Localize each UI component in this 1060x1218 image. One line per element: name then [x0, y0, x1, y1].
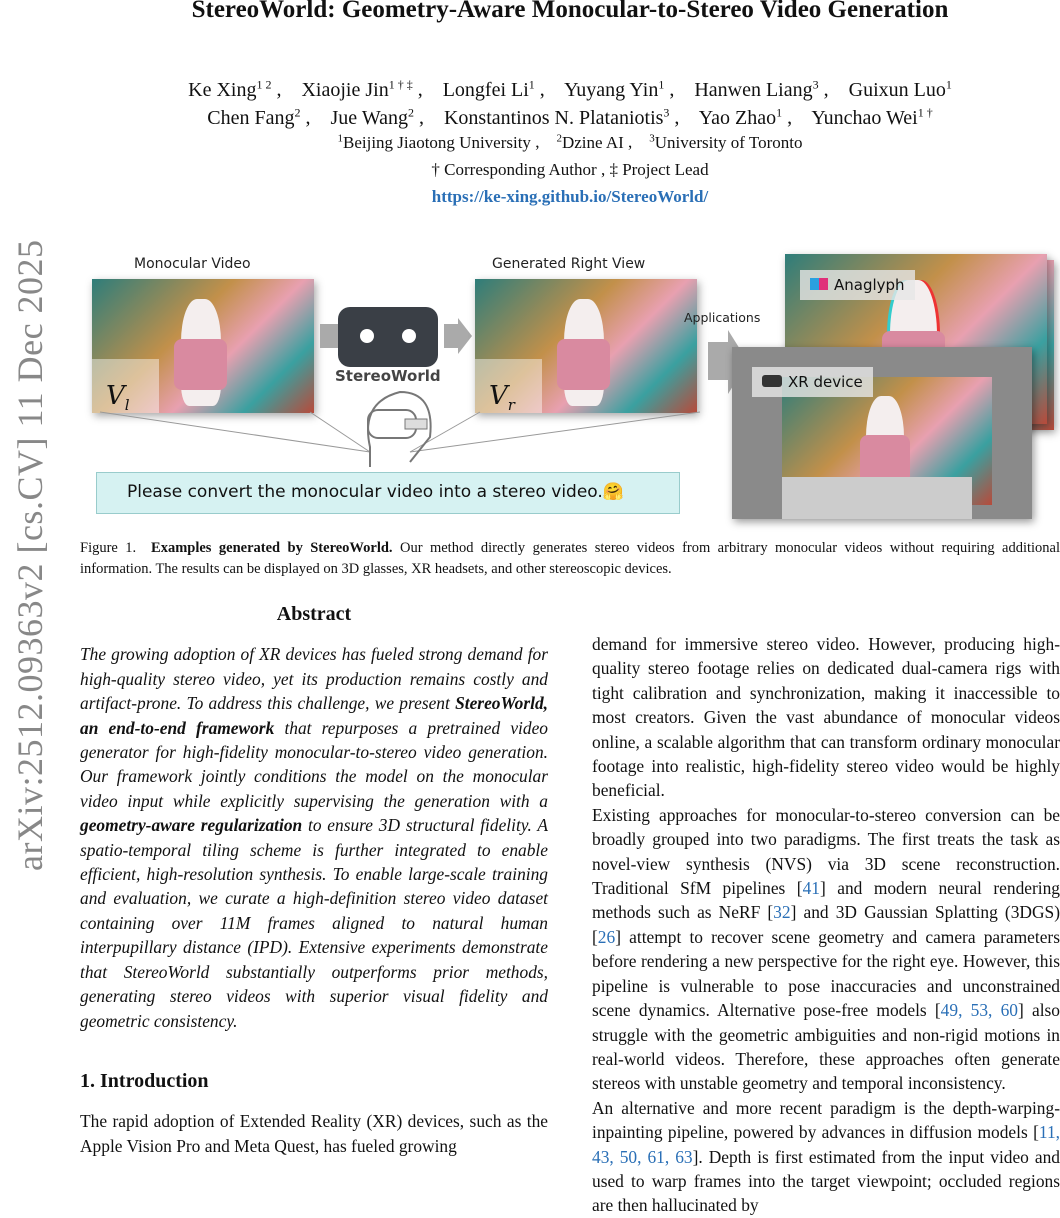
- label-monocular-video: Monocular Video: [134, 256, 251, 272]
- authors-line-1: Ke Xing$^{1 2}$ , Xiaojie Jin$^{1 \dagger \ddagger}$ , Longfei Li$^1$ , Yuyang Yin$^1$ , Hanwen Liang$^3$ , Guixun Luo$^1$: [188, 77, 952, 101]
- affiliation: $^2$Dzine AI: [556, 132, 624, 152]
- introduction-heading: 1. Introduction: [80, 1069, 209, 1092]
- affiliations: $^1$Beijing Jiaotong University , $^2$Dzine AI , $^3$University of Toronto: [337, 132, 803, 152]
- viewer-head-sketch: [80, 252, 720, 472]
- right-paragraph-3: An alternative and more recent paradigm is the depth-warping-inpainting pipeline, powered by advances in diffusion models [11, 43, 50, 61, 63]. Depth is first estimated from the input video and used to warp frames into the target viewpoint; occluded regions are then hallucinated by: [592, 1097, 1060, 1216]
- applications-label: Applications: [684, 310, 761, 325]
- label-generated-right-view: Generated Right View: [492, 256, 646, 272]
- stereoworld-label: StereoWorld: [335, 367, 441, 385]
- author-name: Guixun Luo$^1$: [848, 77, 952, 101]
- author-name: Longfei Li$^1$: [442, 77, 535, 101]
- paper-title: StereoWorld: Geometry-Aware Monocular-to-Stereo Video Generation: [191, 0, 949, 23]
- author-name: Yuyang Yin$^1$: [564, 77, 665, 101]
- left-column: [80, 602, 548, 1158]
- author-name: Chen Fang$^2$: [207, 105, 301, 129]
- vl-label: $V_l$: [92, 359, 159, 413]
- author-notes: † Corresponding Author , ‡ Project Lead: [431, 160, 709, 179]
- author-name: Xiaojie Jin$^{1 \dagger \ddagger}$: [301, 77, 413, 101]
- abstract-heading: Abstract: [276, 603, 352, 625]
- author-name: Yao Zhao$^1$: [698, 105, 783, 129]
- affiliation: $^1$Beijing Jiaotong University: [337, 132, 531, 152]
- right-column: [592, 632, 1060, 1218]
- figure-1: [80, 252, 1060, 524]
- figure-caption: Figure 1. Examples generated by StereoWorld. Our method directly generates stereo videos from arbitrary monocular videos without requiring additional information. The results can be displayed on 3D glasses, XR headsets, and other stereoscopic devices.: [80, 540, 1060, 577]
- project-link[interactable]: https://ke-xing.github.io/StereoWorld/: [431, 187, 709, 206]
- xr-device-tag: XR device: [752, 367, 873, 397]
- arxiv-identifier: arXiv:2512.09363v2 [cs.CV] 11 Dec 2025: [10, 239, 50, 871]
- author-name: Ke Xing$^{1 2}$: [188, 77, 272, 101]
- author-name: Yunchao Wei$^{1 \dagger}$: [811, 105, 933, 129]
- anaglyph-tag: Anaglyph: [800, 270, 915, 300]
- author-name: Konstantinos N. Plataniotis$^3$: [443, 105, 670, 129]
- author-name: Jue Wang$^2$: [330, 105, 414, 129]
- right-paragraph-1: demand for immersive stereo video. However, producing high-quality stereo footage relies on dedicated dual-camera rigs with tight calibration and synchronization, making it inaccessible to most creators. Given the vast abundance of monocular videos online, a scalable algorithm that can transform ordinary monocular footage into realistic, high-fidelity stereo video would be highly beneficial.: [592, 634, 1060, 801]
- author-name: Hanwen Liang$^3$: [694, 77, 819, 101]
- anaglyph-glasses-icon: [810, 278, 828, 290]
- vr-headset-icon: [762, 375, 782, 387]
- abstract-text: The growing adoption of XR devices has fueled strong demand for high-quality stereo video, yet its production remains costly and artifact-prone. To address this challenge, we present StereoWorld, an end-to-end framework that repurposes a pretrained video generator for high-fidelity monocular-to-stereo video generation. Our framework jointly conditions the model on the monocular video input while explicitly supervising the generation with a geometry-aware regularization to ensure 3D structural fidelity. A spatio-temporal tiling scheme is further integrated to enable efficient, high-resolution synthesis. To enable large-scale training and evaluation, we curate a high-definition stereo video dataset containing over 11M frames aligned to natural human interpupillary distance (IPD). Extensive experiments demonstrate that StereoWorld substantially outperforms prior methods, generating stereo videos with superior visual fidelity and geometric consistency.: [80, 644, 548, 1031]
- affiliation: $^3$University of Toronto: [649, 132, 803, 152]
- right-paragraph-2: Existing approaches for monocular-to-stereo conversion can be broadly grouped into two paradigms. The first treats the task as novel-view synthesis (NVS) via 3D scene reconstruction. Traditional SfM pipelines [41] and modern neural rendering methods such as NeRF [32] and 3D Gaussian Splatting (3DGS) [26] attempt to recover scene geometry and camera parameters before rendering a new perspective for the right eye. However, this pipeline is vulnerable to pose inaccuracies and unconstrained scene dynamics. Alternative pose-free models [49, 53, 60] also struggle with the geometric ambiguities and non-rigid motions in real-world videos. Therefore, these approaches often generate stereos with unstable geometry and temporal inconsistency.: [592, 804, 1060, 1094]
- intro-paragraph: The rapid adoption of Extended Reality (XR) devices, such as the Apple Vision Pro and Meta Quest, has fueled growing: [80, 1111, 548, 1156]
- authors-line-2: Chen Fang$^2$ , Jue Wang$^2$ , Konstantinos N. Plataniotis$^3$ , Yao Zhao$^1$ , Yunchao Wei$^{1 \dagger}$: [207, 105, 933, 129]
- vr-label: $V_r$: [475, 359, 542, 413]
- prompt-box: Please convert the monocular video into a stereo video.🤗: [96, 472, 680, 514]
